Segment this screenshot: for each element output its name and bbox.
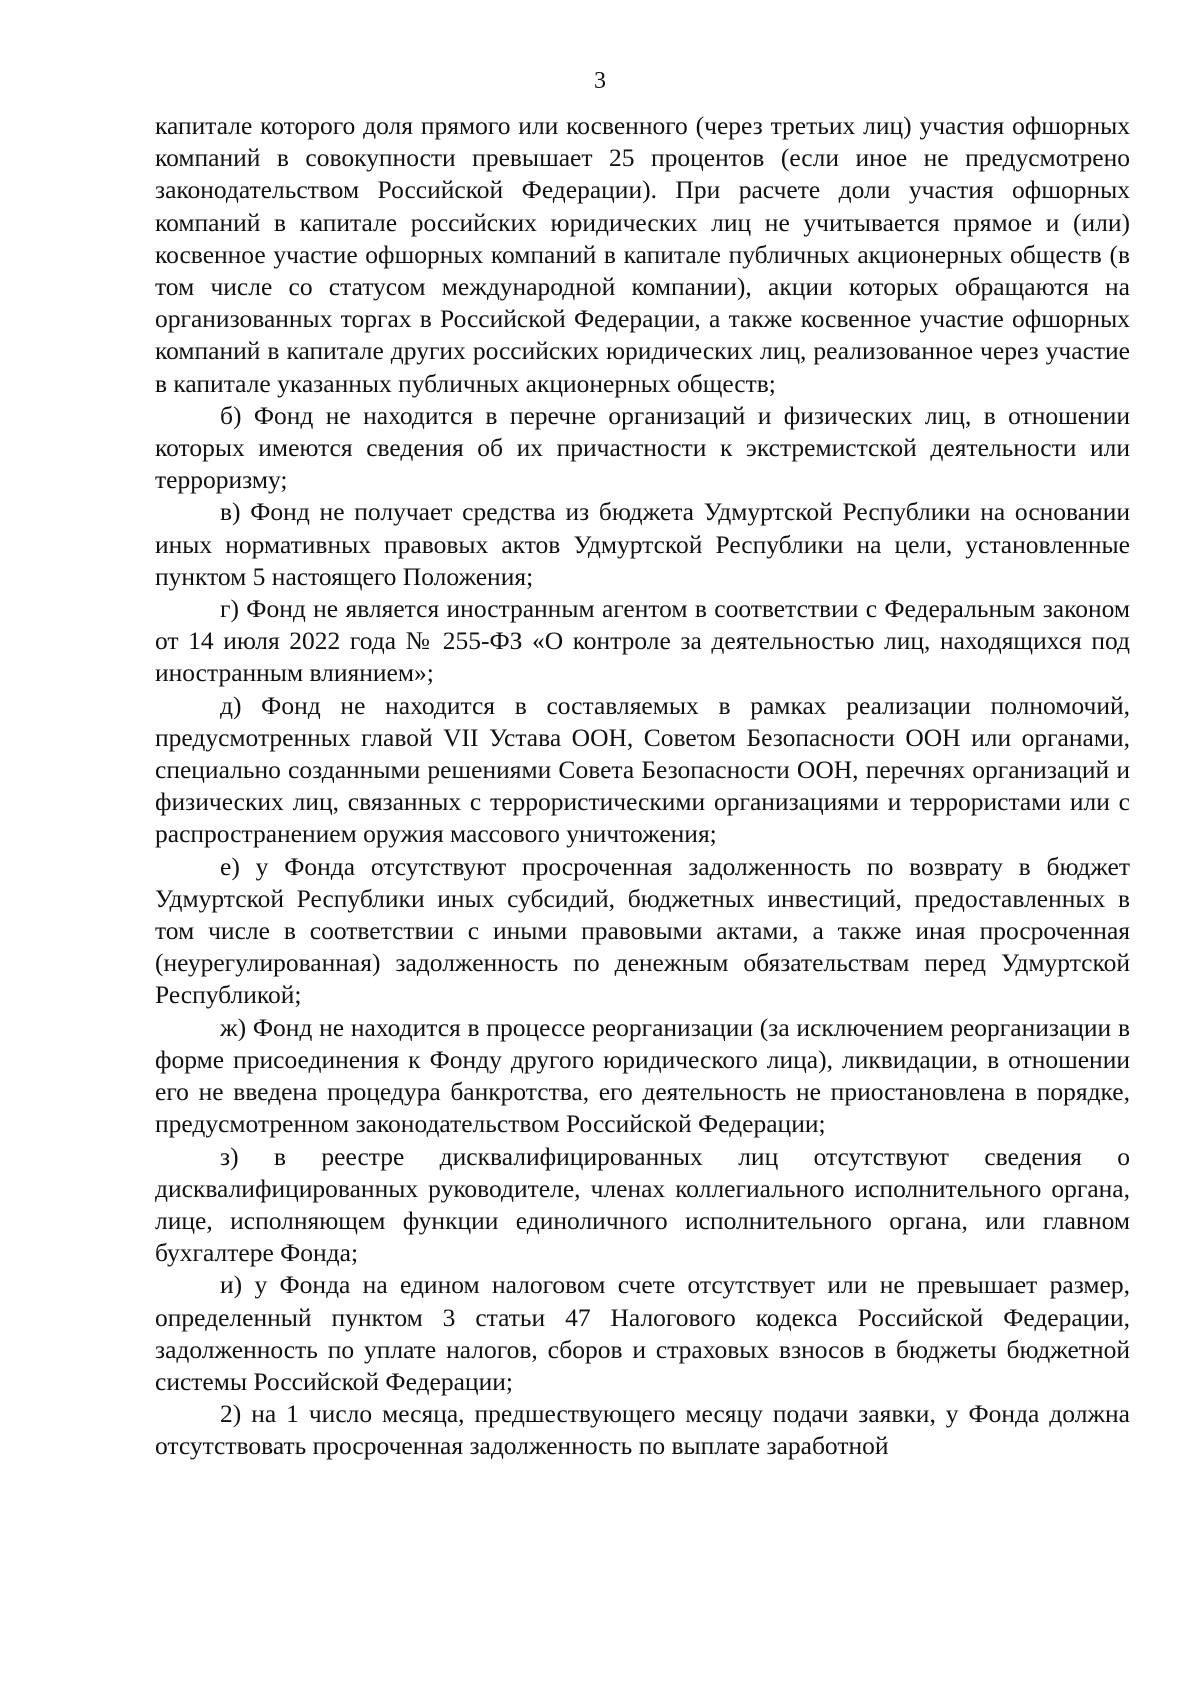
paragraph-continuation: капитале которого доля прямого или косвенного (через третьих лиц) участия офшорных компаний в совокупности превышает 25 процентов (если иное не предусмотрено законодательством Российской Федерации). При расчете доли участия офшорных компаний в капитале российских юридических лиц не учитывается прямое и (или) косвенное участие офшорных компаний в капитале публичных акционерных обществ (в том числе со статусом международной компании), акции которых обращаются на организованных торгах в Российской Федерации, а также косвенное участие офшорных компаний в капитале других российских юридических лиц, реализованное через участие в капитале указанных публичных акционерных обществ; (155, 111, 1130, 398)
paragraph-item-v: в) Фонд не получает средства из бюджета Удмуртской Республики на основании иных нормативных правовых актов Удмуртской Республики на цели, установленные пунктом 5 настоящего Положения; (155, 497, 1130, 591)
paragraph-item-2: 2) на 1 число месяца, предшествующего месяцу подачи заявки, у Фонда должна отсутствовать просроченная задолженность по выплате заработной (155, 1399, 1130, 1461)
paragraph-item-d: д) Фонд не находится в составляемых в рамках реализации полномочий, предусмотренных главой VII Устава ООН, Советом Безопасности ООН или органами, специально созданными решениями Совета Безопасности ООН, перечнях организаций и физических лиц, связанных с террористическими организациями и террористами или с распространением оружия массового уничтожения; (155, 690, 1130, 849)
document-body (155, 110, 1130, 1463)
paragraph-item-e: е) у Фонда отсутствуют просроченная задолженность по возврату в бюджет Удмуртской Республики иных субсидий, бюджетных инвестиций, предоставленных в том числе в соответствии с иными правовыми актами, а также иная просроченная (неурегулированная) задолженность по денежным обязательствам перед Удмуртской Республикой; (155, 851, 1130, 1010)
paragraph-item-g: г) Фонд не является иностранным агентом в соответствии с Федеральным законом от 14 июля 2022 года № 255-ФЗ «О контроле за деятельностью лиц, находящихся под иностранным влиянием»; (155, 594, 1130, 688)
paragraph-item-zh: ж) Фонд не находится в процессе реорганизации (за исключением реорганизации в форме присоединения к Фонду другого юридического лица), ликвидации, в отношении его не введена процедура банкротства, его деятельность не приостановлена в порядке, предусмотренном законодательством Российской Федерации; (155, 1012, 1130, 1139)
page-number: 3 (594, 68, 606, 94)
paragraph-item-z: з) в реестре дисквалифицированных лиц отсутствуют сведения о дисквалифицированных руководителе, членах коллегиального исполнительного органа, лице, исполняющем функции единоличного исполнительного органа, или главном бухгалтере Фонда; (155, 1141, 1130, 1268)
paragraph-item-b: б) Фонд не находится в перечне организаций и физических лиц, в отношении которых имеются сведения об их причастности к экстремистской деятельности или терроризму; (155, 400, 1130, 495)
paragraph-item-i: и) у Фонда на едином налоговом счете отсутствует или не превышает размер, определенный пунктом 3 статьи 47 Налогового кодекса Российской Федерации, задолженность по уплате налогов, сборов и страховых взносов в бюджеты бюджетной системы Российской Федерации; (155, 1270, 1130, 1396)
